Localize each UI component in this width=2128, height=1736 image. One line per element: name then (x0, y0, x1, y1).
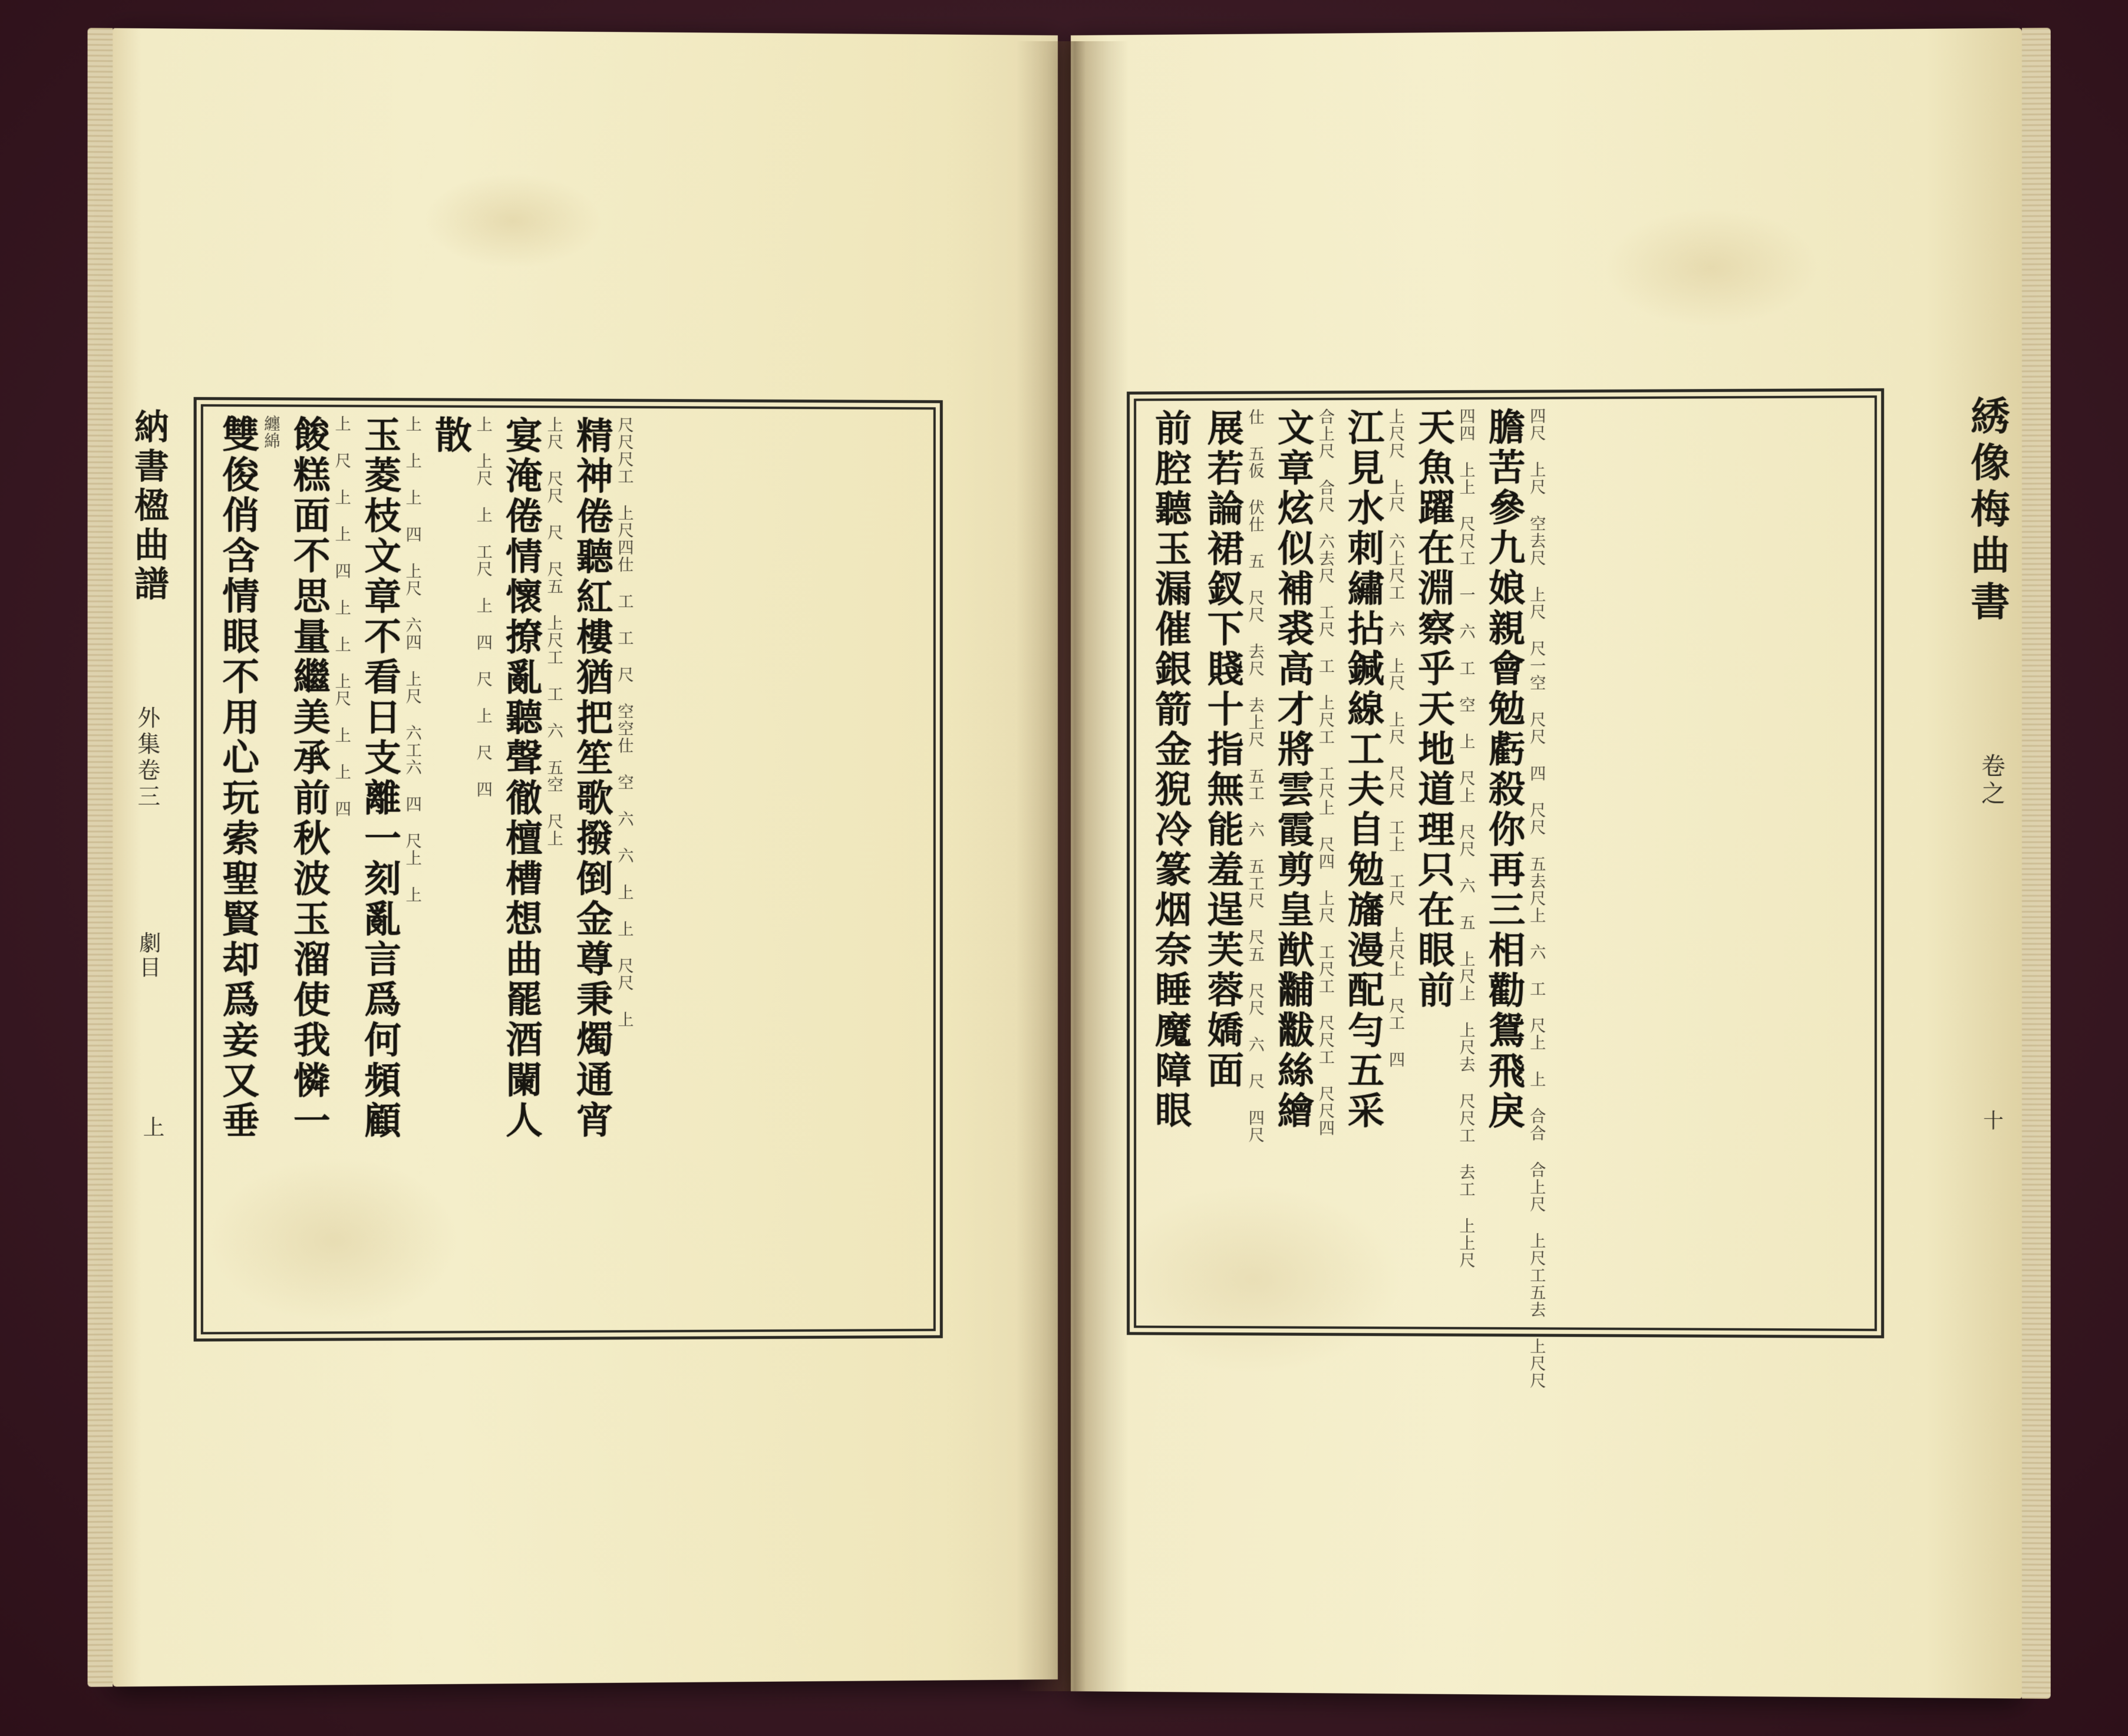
text-column (1481, 408, 1546, 1390)
text-column (286, 415, 351, 1142)
left-page-header-subtitle: 外集卷三 (133, 705, 160, 811)
column-notation: 上尺尺 上尺 六上尺工 六 上尺 上尺 尺尺 工上 工尺 上尺上 尺工 四 (1386, 408, 1405, 1069)
text-column (1270, 408, 1334, 1137)
text-column (215, 415, 279, 1142)
column-main-text: 散 (428, 415, 473, 457)
right-page-edge-stack (2022, 28, 2051, 1699)
text-column (1200, 409, 1264, 1144)
left-page-header-section: 劇目 (136, 932, 161, 981)
column-main-text: 玉菱枝文章不看日支離一刻亂言爲何頻顧 (358, 415, 402, 1142)
text-column (1340, 408, 1404, 1132)
column-main-text: 江見水刺繡拈鍼線工夫自勉旛漫配勻五采 (1341, 408, 1385, 1132)
column-main-text: 天魚躍在淵察乎天地道理只在眼前 (1411, 408, 1456, 1011)
right-page-spine-title: 綉像梅曲書 (1964, 395, 2011, 628)
column-notation: 四四 上上 尺尺工 一 六 工 空 上 尺上 尺尺 六 五 上尺上 上尺去 尺尺工 去工 上上尺 (1456, 408, 1475, 1269)
column-notation: 上尺 尺尺 尺 尺五 上尺工 工 六 五空 尺上 (544, 416, 563, 847)
column-main-text: 文章炫似補裘高才將雲霞剪皇猷黼黻絲繪 (1271, 408, 1315, 1132)
left-page-columns (209, 415, 634, 1318)
column-main-text: 雙俊俏含情眼不用心玩索聖賢却爲妾又垂 (216, 415, 260, 1142)
column-notation: 上 上 上 四 上尺 六四 上尺 六工六 四 尺上 上 (402, 415, 421, 904)
column-main-text: 精神倦聽紅樓猶把笙歌撥倒金尊秉燭通宵 (570, 416, 614, 1141)
text-column (1147, 409, 1194, 1131)
text-column (498, 416, 563, 1141)
right-page (1071, 28, 2022, 1699)
column-main-text: 餕糕面不思量繼美承前秋波玉溜使我憐一 (287, 415, 331, 1142)
text-column (357, 415, 421, 1141)
column-main-text: 前腔聽玉漏催銀箭金猊冷篆烟奈睡魔障眼 (1149, 409, 1192, 1131)
column-main-text: 膽苦參九娘親會勉虧殺你再三相勸鴛飛戾 (1482, 407, 1526, 1132)
text-column (569, 417, 634, 1141)
column-notation: 上 上尺 上 工尺 上 四 尺 上 尺 四 (473, 415, 492, 798)
right-page-number: 十 (1979, 1110, 2004, 1133)
column-notation: 仕 五仮 伏仕 五 尺尺 去尺 去上尺 五工 六 五工尺 尺五 尺尺 六 尺 四尺 (1245, 408, 1264, 1144)
left-page-edge-stack (88, 28, 113, 1687)
column-notation: 纏綿 (260, 415, 280, 450)
left-page-number: 上 (140, 1115, 164, 1140)
left-page (113, 28, 1058, 1687)
left-page-header-title: 納書楹曲譜 (128, 408, 169, 605)
column-notation: 尺尺尺工 上尺四仕 工 工 尺 空空仕 空 六 六 上 上 尺尺 上 (615, 416, 634, 1029)
column-notation: 四尺 上尺 空去尺 上尺 尺一空 尺尺 四 尺尺 五去尺上 六 工 尺上 上 合合 合上尺 上尺工五去 上尺尺 (1527, 407, 1546, 1390)
column-main-text: 展若論裙釵下賤十指無能羞逞芙蓉嬌面 (1201, 408, 1245, 1091)
paper-stain (424, 173, 602, 269)
right-page-spine-subtitle: 卷之 (1977, 753, 2005, 808)
text-column (1410, 408, 1474, 1269)
right-page-columns (1141, 407, 1546, 1390)
text-column (427, 416, 492, 798)
column-main-text: 宴淹倦情懷撩亂聽聲徹檀槽想曲罷酒闌人 (499, 416, 543, 1141)
column-notation: 合上尺 合尺 六去尺 工尺 工 上尺工 工尺上 尺四 上尺 工尺工 尺尺工 尺尺四 (1315, 408, 1334, 1137)
open-book (121, 35, 2036, 1703)
column-notation: 上 尺 上 上 四 上 上 上尺 上 上 四 (332, 415, 351, 818)
paper-stain (1604, 207, 1818, 327)
